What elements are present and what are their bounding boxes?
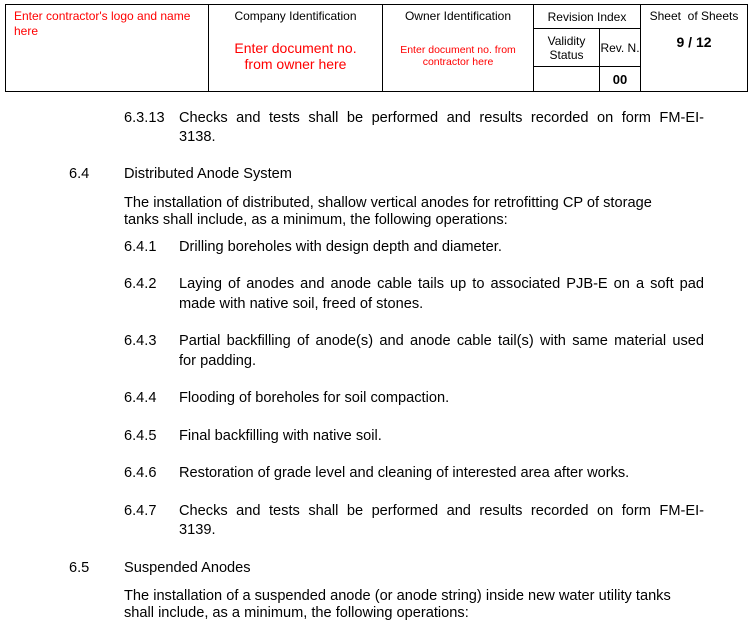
- item-6-4-6-number: 6.4.6: [124, 465, 157, 481]
- item-6-4-7-line1: Checks and tests shall be performed and results recorded on form FM-EI-: [179, 503, 704, 519]
- item-6-4-6-line1: Restoration of grade level and cleaning of interested area after works.: [179, 465, 630, 481]
- contractor-logo-placeholder: Enter contractor's logo and name here: [6, 5, 209, 92]
- item-6-4-4-line1: Flooding of boreholes for soil compaction.: [179, 390, 450, 406]
- section-6-5-intro-line2: shall include, as a minimum, the following operations:: [124, 605, 469, 621]
- section-6-5-intro-line1: The installation of a suspended anode (or anode string) inside new water utility tanks: [124, 588, 671, 604]
- item-6-4-3-number: 6.4.3: [124, 333, 157, 349]
- item-6-4-1-line1: Drilling boreholes with design depth and diameter.: [179, 239, 502, 255]
- rev-n-value: 00: [600, 67, 641, 92]
- section-6-5-title: Suspended Anodes: [124, 560, 251, 576]
- validity-status-label: Validity Status: [534, 29, 600, 67]
- section-6-5-number: 6.5: [69, 560, 90, 576]
- section-6-4-title: Distributed Anode System: [124, 166, 292, 182]
- section-6-4-intro-line1: The installation of distributed, shallow vertical anodes for retrofitting CP of storage: [124, 195, 652, 211]
- item-6-3-13-number: 6.3.13: [124, 110, 165, 126]
- company-document-placeholder: Enter document no. from owner here: [234, 40, 357, 72]
- item-6-4-2-number: 6.4.2: [124, 276, 157, 292]
- document-header-table: [5, 4, 748, 92]
- item-6-4-2-line1: Laying of anodes and anode cable tails up to associated PJB-E on a soft pad: [179, 276, 704, 292]
- validity-status-value: [534, 67, 600, 92]
- owner-document-placeholder: Enter document no. from contractor here: [400, 44, 516, 68]
- company-identification-label: Company Identification: [234, 9, 357, 23]
- item-6-3-13-line1: Checks and tests shall be performed and results recorded on form FM-EI-: [179, 110, 704, 126]
- item-6-3-13-line2: 3138.: [179, 129, 216, 145]
- item-6-4-2-line2: made with native soil, freed of stones.: [179, 296, 424, 312]
- item-6-4-7-line2: 3139.: [179, 522, 216, 538]
- item-6-4-4-number: 6.4.4: [124, 390, 157, 406]
- item-6-4-3-line2: for padding.: [179, 353, 257, 369]
- item-6-4-1-number: 6.4.1: [124, 239, 157, 255]
- company-identification-cell: [209, 5, 383, 92]
- item-6-4-7-number: 6.4.7: [124, 503, 157, 519]
- owner-identification-cell: [383, 5, 534, 92]
- rev-n-label: Rev. N.: [600, 29, 641, 67]
- item-6-4-5-number: 6.4.5: [124, 428, 157, 444]
- sheet-of-sheets-label: Sheet of Sheets: [649, 9, 739, 23]
- owner-identification-label: Owner Identification: [404, 9, 512, 23]
- section-6-4-number: 6.4: [69, 166, 90, 182]
- revision-index-label: Revision Index: [534, 5, 641, 29]
- section-6-4-intro-line2: tanks shall include, as a minimum, the following operations:: [124, 212, 508, 228]
- item-6-4-5-line1: Final backfilling with native soil.: [179, 428, 382, 444]
- sheet-cell: [641, 5, 748, 92]
- sheet-number-value: 9 / 12: [676, 34, 712, 50]
- item-6-4-3-line1: Partial backfilling of anode(s) and anode cable tail(s) with same material used: [179, 333, 704, 349]
